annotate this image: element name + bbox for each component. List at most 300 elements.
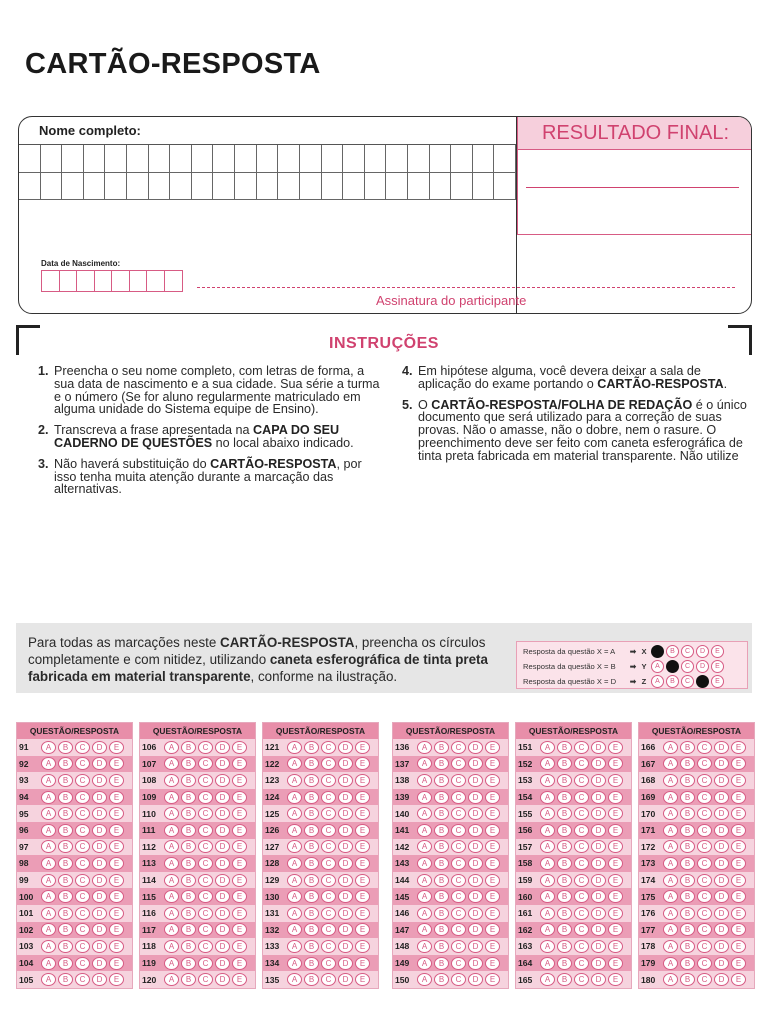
- dob-cell[interactable]: [147, 271, 165, 291]
- answer-bubble-a[interactable]: A: [287, 824, 302, 837]
- answer-bubble-b[interactable]: B: [557, 923, 572, 936]
- answer-bubble-c[interactable]: C: [321, 741, 336, 754]
- answer-bubble-a[interactable]: A: [540, 957, 555, 970]
- answer-bubble-b[interactable]: B: [557, 940, 572, 953]
- answer-bubble-d[interactable]: D: [468, 973, 483, 986]
- answer-bubble-d[interactable]: D: [714, 741, 729, 754]
- answer-bubble-b[interactable]: B: [680, 890, 695, 903]
- answer-bubble-e[interactable]: E: [485, 807, 500, 820]
- answer-bubble-c[interactable]: C: [574, 807, 589, 820]
- answer-bubble-c[interactable]: C: [321, 791, 336, 804]
- answer-bubble-b[interactable]: B: [304, 757, 319, 770]
- answer-bubble-b[interactable]: B: [434, 957, 449, 970]
- answer-bubble-a[interactable]: A: [417, 741, 432, 754]
- name-cell[interactable]: [494, 145, 516, 173]
- answer-bubble-c[interactable]: C: [321, 940, 336, 953]
- answer-bubble-e[interactable]: E: [731, 757, 746, 770]
- answer-bubble-a[interactable]: A: [41, 923, 56, 936]
- answer-bubble-a[interactable]: A: [164, 791, 179, 804]
- answer-bubble-a[interactable]: A: [663, 857, 678, 870]
- answer-bubble-b[interactable]: B: [680, 774, 695, 787]
- answer-bubble-e[interactable]: E: [355, 807, 370, 820]
- answer-bubble-b[interactable]: B: [557, 840, 572, 853]
- answer-bubble-a[interactable]: A: [41, 824, 56, 837]
- answer-bubble-e[interactable]: E: [232, 840, 247, 853]
- answer-bubble-a[interactable]: A: [663, 824, 678, 837]
- answer-bubble-b[interactable]: B: [434, 807, 449, 820]
- answer-bubble-e[interactable]: E: [232, 757, 247, 770]
- answer-bubble-e[interactable]: E: [608, 757, 623, 770]
- answer-bubble-c[interactable]: C: [321, 857, 336, 870]
- answer-bubble-d[interactable]: D: [215, 907, 230, 920]
- answer-bubble-d[interactable]: D: [215, 757, 230, 770]
- answer-bubble-b[interactable]: B: [181, 741, 196, 754]
- answer-bubble-b[interactable]: B: [58, 940, 73, 953]
- answer-bubble-c[interactable]: C: [574, 957, 589, 970]
- answer-bubble-b[interactable]: B: [181, 923, 196, 936]
- answer-bubble-c[interactable]: C: [198, 807, 213, 820]
- answer-bubble-e[interactable]: E: [232, 890, 247, 903]
- answer-bubble-e[interactable]: E: [731, 857, 746, 870]
- answer-bubble-e[interactable]: E: [731, 957, 746, 970]
- answer-bubble-b[interactable]: B: [680, 757, 695, 770]
- answer-bubble-c[interactable]: C: [451, 824, 466, 837]
- answer-bubble-a[interactable]: A: [287, 890, 302, 903]
- answer-bubble-c[interactable]: C: [697, 774, 712, 787]
- answer-bubble-b[interactable]: B: [58, 874, 73, 887]
- answer-bubble-d[interactable]: D: [591, 874, 606, 887]
- answer-bubble-a[interactable]: A: [164, 923, 179, 936]
- answer-bubble-c[interactable]: C: [451, 757, 466, 770]
- answer-bubble-a[interactable]: A: [164, 757, 179, 770]
- answer-bubble-e[interactable]: E: [109, 957, 124, 970]
- answer-bubble-b[interactable]: B: [304, 807, 319, 820]
- answer-bubble-e[interactable]: E: [109, 807, 124, 820]
- name-cell[interactable]: [192, 145, 214, 173]
- answer-bubble-a[interactable]: A: [540, 824, 555, 837]
- answer-bubble-a[interactable]: A: [663, 840, 678, 853]
- answer-bubble-a[interactable]: A: [41, 840, 56, 853]
- answer-bubble-d[interactable]: D: [468, 957, 483, 970]
- answer-bubble-d[interactable]: D: [714, 791, 729, 804]
- answer-bubble-d[interactable]: D: [338, 840, 353, 853]
- answer-bubble-d[interactable]: D: [338, 741, 353, 754]
- answer-bubble-e[interactable]: E: [731, 807, 746, 820]
- answer-bubble-c[interactable]: C: [697, 824, 712, 837]
- dob-cell[interactable]: [60, 271, 78, 291]
- answer-bubble-a[interactable]: A: [41, 807, 56, 820]
- name-cell[interactable]: [430, 145, 452, 173]
- answer-bubble-c[interactable]: C: [75, 940, 90, 953]
- answer-bubble-c[interactable]: C: [451, 741, 466, 754]
- answer-bubble-e[interactable]: E: [355, 840, 370, 853]
- answer-bubble-c[interactable]: C: [574, 973, 589, 986]
- name-cell[interactable]: [19, 145, 41, 173]
- name-cell[interactable]: [105, 145, 127, 173]
- answer-bubble-d[interactable]: D: [591, 940, 606, 953]
- answer-bubble-a[interactable]: A: [663, 874, 678, 887]
- answer-bubble-e[interactable]: E: [355, 874, 370, 887]
- answer-bubble-e[interactable]: E: [731, 907, 746, 920]
- answer-bubble-e[interactable]: E: [355, 857, 370, 870]
- answer-bubble-e[interactable]: E: [485, 957, 500, 970]
- answer-bubble-e[interactable]: E: [731, 923, 746, 936]
- answer-bubble-c[interactable]: C: [198, 957, 213, 970]
- answer-bubble-a[interactable]: A: [663, 757, 678, 770]
- answer-bubble-a[interactable]: A: [417, 840, 432, 853]
- answer-bubble-d[interactable]: D: [468, 840, 483, 853]
- answer-bubble-b[interactable]: B: [181, 857, 196, 870]
- answer-bubble-d[interactable]: D: [468, 923, 483, 936]
- answer-bubble-c[interactable]: C: [198, 973, 213, 986]
- answer-bubble-d[interactable]: D: [591, 840, 606, 853]
- answer-bubble-e[interactable]: E: [731, 840, 746, 853]
- answer-bubble-b[interactable]: B: [680, 791, 695, 804]
- answer-bubble-c[interactable]: C: [697, 907, 712, 920]
- answer-bubble-c[interactable]: C: [697, 807, 712, 820]
- answer-bubble-a[interactable]: A: [540, 774, 555, 787]
- answer-bubble-b[interactable]: B: [181, 940, 196, 953]
- answer-bubble-a[interactable]: A: [287, 807, 302, 820]
- answer-bubble-e[interactable]: E: [485, 824, 500, 837]
- answer-bubble-b[interactable]: B: [680, 940, 695, 953]
- answer-bubble-e[interactable]: E: [109, 774, 124, 787]
- answer-bubble-e[interactable]: E: [109, 973, 124, 986]
- answer-bubble-d[interactable]: D: [714, 907, 729, 920]
- answer-bubble-c[interactable]: C: [451, 923, 466, 936]
- answer-bubble-b[interactable]: B: [181, 973, 196, 986]
- answer-bubble-a[interactable]: A: [663, 807, 678, 820]
- answer-bubble-d[interactable]: D: [215, 791, 230, 804]
- answer-bubble-d[interactable]: D: [468, 824, 483, 837]
- name-cell[interactable]: [62, 173, 84, 201]
- answer-bubble-d[interactable]: D: [338, 940, 353, 953]
- answer-bubble-b[interactable]: B: [434, 840, 449, 853]
- answer-bubble-c[interactable]: C: [574, 940, 589, 953]
- answer-bubble-b[interactable]: B: [557, 890, 572, 903]
- answer-bubble-b[interactable]: B: [304, 923, 319, 936]
- answer-bubble-d[interactable]: D: [92, 824, 107, 837]
- answer-bubble-b[interactable]: B: [434, 857, 449, 870]
- answer-bubble-a[interactable]: A: [287, 774, 302, 787]
- answer-bubble-e[interactable]: E: [731, 824, 746, 837]
- answer-bubble-e[interactable]: E: [485, 973, 500, 986]
- answer-bubble-d[interactable]: D: [714, 857, 729, 870]
- answer-bubble-e[interactable]: E: [608, 957, 623, 970]
- answer-bubble-a[interactable]: A: [41, 890, 56, 903]
- answer-bubble-a[interactable]: A: [287, 907, 302, 920]
- answer-bubble-e[interactable]: E: [608, 973, 623, 986]
- answer-bubble-b[interactable]: B: [181, 840, 196, 853]
- answer-bubble-d[interactable]: D: [714, 840, 729, 853]
- answer-bubble-b[interactable]: B: [680, 923, 695, 936]
- answer-bubble-c[interactable]: C: [574, 874, 589, 887]
- answer-bubble-d[interactable]: D: [468, 874, 483, 887]
- answer-bubble-b[interactable]: B: [680, 807, 695, 820]
- answer-bubble-e[interactable]: E: [109, 824, 124, 837]
- answer-bubble-c[interactable]: C: [75, 824, 90, 837]
- answer-bubble-e[interactable]: E: [608, 791, 623, 804]
- answer-bubble-d[interactable]: D: [468, 741, 483, 754]
- answer-bubble-b[interactable]: B: [304, 973, 319, 986]
- answer-bubble-c[interactable]: C: [697, 957, 712, 970]
- answer-bubble-c[interactable]: C: [75, 857, 90, 870]
- answer-bubble-e[interactable]: E: [731, 890, 746, 903]
- answer-bubble-c[interactable]: C: [574, 824, 589, 837]
- answer-bubble-d[interactable]: D: [215, 824, 230, 837]
- answer-bubble-b[interactable]: B: [434, 874, 449, 887]
- answer-bubble-c[interactable]: C: [198, 874, 213, 887]
- answer-bubble-b[interactable]: B: [58, 923, 73, 936]
- answer-bubble-d[interactable]: D: [338, 807, 353, 820]
- answer-bubble-d[interactable]: D: [92, 840, 107, 853]
- answer-bubble-d[interactable]: D: [714, 807, 729, 820]
- answer-bubble-e[interactable]: E: [355, 940, 370, 953]
- answer-bubble-d[interactable]: D: [338, 957, 353, 970]
- answer-bubble-c[interactable]: C: [697, 874, 712, 887]
- answer-bubble-d[interactable]: D: [591, 757, 606, 770]
- name-cell[interactable]: [322, 145, 344, 173]
- name-cell[interactable]: [430, 173, 452, 201]
- answer-bubble-d[interactable]: D: [338, 874, 353, 887]
- answer-bubble-b[interactable]: B: [680, 741, 695, 754]
- answer-bubble-d[interactable]: D: [215, 973, 230, 986]
- dob-cell[interactable]: [95, 271, 113, 291]
- answer-bubble-e[interactable]: E: [232, 791, 247, 804]
- answer-bubble-a[interactable]: A: [663, 741, 678, 754]
- answer-bubble-a[interactable]: A: [164, 874, 179, 887]
- answer-bubble-c[interactable]: C: [75, 807, 90, 820]
- answer-bubble-b[interactable]: B: [181, 907, 196, 920]
- answer-bubble-c[interactable]: C: [451, 973, 466, 986]
- answer-bubble-c[interactable]: C: [451, 807, 466, 820]
- answer-bubble-a[interactable]: A: [41, 791, 56, 804]
- answer-bubble-a[interactable]: A: [540, 807, 555, 820]
- answer-bubble-d[interactable]: D: [338, 774, 353, 787]
- answer-bubble-d[interactable]: D: [215, 874, 230, 887]
- answer-bubble-b[interactable]: B: [304, 957, 319, 970]
- answer-bubble-b[interactable]: B: [434, 940, 449, 953]
- name-cell[interactable]: [170, 173, 192, 201]
- answer-bubble-b[interactable]: B: [58, 857, 73, 870]
- answer-bubble-c[interactable]: C: [697, 757, 712, 770]
- answer-bubble-b[interactable]: B: [181, 774, 196, 787]
- answer-bubble-c[interactable]: C: [697, 973, 712, 986]
- answer-bubble-b[interactable]: B: [557, 973, 572, 986]
- answer-bubble-c[interactable]: C: [198, 757, 213, 770]
- answer-bubble-e[interactable]: E: [485, 741, 500, 754]
- answer-bubble-e[interactable]: E: [355, 791, 370, 804]
- answer-bubble-e[interactable]: E: [355, 757, 370, 770]
- answer-bubble-c[interactable]: C: [697, 741, 712, 754]
- answer-bubble-a[interactable]: A: [540, 923, 555, 936]
- answer-bubble-d[interactable]: D: [591, 957, 606, 970]
- answer-bubble-a[interactable]: A: [41, 757, 56, 770]
- answer-bubble-d[interactable]: D: [92, 957, 107, 970]
- answer-bubble-e[interactable]: E: [109, 840, 124, 853]
- answer-bubble-a[interactable]: A: [164, 824, 179, 837]
- answer-bubble-b[interactable]: B: [304, 890, 319, 903]
- answer-bubble-c[interactable]: C: [697, 923, 712, 936]
- answer-bubble-a[interactable]: A: [164, 857, 179, 870]
- answer-bubble-d[interactable]: D: [591, 907, 606, 920]
- answer-bubble-e[interactable]: E: [232, 907, 247, 920]
- answer-bubble-a[interactable]: A: [540, 857, 555, 870]
- answer-bubble-e[interactable]: E: [485, 774, 500, 787]
- answer-bubble-b[interactable]: B: [304, 857, 319, 870]
- answer-bubble-c[interactable]: C: [574, 857, 589, 870]
- name-cell[interactable]: [365, 145, 387, 173]
- answer-bubble-a[interactable]: A: [164, 973, 179, 986]
- answer-bubble-e[interactable]: E: [355, 774, 370, 787]
- answer-bubble-b[interactable]: B: [304, 907, 319, 920]
- answer-bubble-d[interactable]: D: [591, 791, 606, 804]
- answer-bubble-d[interactable]: D: [714, 774, 729, 787]
- answer-bubble-c[interactable]: C: [451, 791, 466, 804]
- answer-bubble-d[interactable]: D: [92, 940, 107, 953]
- answer-bubble-d[interactable]: D: [591, 923, 606, 936]
- answer-bubble-e[interactable]: E: [485, 940, 500, 953]
- answer-bubble-d[interactable]: D: [92, 890, 107, 903]
- name-cell[interactable]: [408, 173, 430, 201]
- answer-bubble-c[interactable]: C: [451, 907, 466, 920]
- answer-bubble-d[interactable]: D: [468, 807, 483, 820]
- name-cell[interactable]: [257, 145, 279, 173]
- answer-bubble-e[interactable]: E: [608, 840, 623, 853]
- answer-bubble-d[interactable]: D: [714, 824, 729, 837]
- answer-bubble-d[interactable]: D: [591, 741, 606, 754]
- name-cell[interactable]: [365, 173, 387, 201]
- answer-bubble-c[interactable]: C: [75, 840, 90, 853]
- name-cell[interactable]: [84, 145, 106, 173]
- answer-bubble-e[interactable]: E: [485, 757, 500, 770]
- answer-bubble-b[interactable]: B: [58, 824, 73, 837]
- answer-bubble-c[interactable]: C: [321, 757, 336, 770]
- answer-bubble-e[interactable]: E: [355, 923, 370, 936]
- answer-bubble-a[interactable]: A: [417, 923, 432, 936]
- answer-bubble-a[interactable]: A: [287, 741, 302, 754]
- answer-bubble-c[interactable]: C: [451, 774, 466, 787]
- answer-bubble-e[interactable]: E: [232, 774, 247, 787]
- answer-bubble-c[interactable]: C: [198, 857, 213, 870]
- answer-bubble-b[interactable]: B: [58, 957, 73, 970]
- name-cell[interactable]: [41, 173, 63, 201]
- answer-bubble-c[interactable]: C: [321, 923, 336, 936]
- answer-bubble-e[interactable]: E: [109, 757, 124, 770]
- answer-bubble-b[interactable]: B: [680, 907, 695, 920]
- answer-bubble-b[interactable]: B: [58, 890, 73, 903]
- name-cell[interactable]: [235, 173, 257, 201]
- answer-bubble-d[interactable]: D: [468, 890, 483, 903]
- answer-bubble-a[interactable]: A: [540, 840, 555, 853]
- name-cell[interactable]: [408, 145, 430, 173]
- answer-bubble-e[interactable]: E: [109, 874, 124, 887]
- answer-bubble-b[interactable]: B: [557, 774, 572, 787]
- answer-bubble-c[interactable]: C: [321, 807, 336, 820]
- dob-cell[interactable]: [130, 271, 148, 291]
- answer-bubble-d[interactable]: D: [215, 741, 230, 754]
- name-cell[interactable]: [278, 145, 300, 173]
- dob-cell[interactable]: [112, 271, 130, 291]
- answer-bubble-b[interactable]: B: [557, 741, 572, 754]
- answer-bubble-c[interactable]: C: [321, 890, 336, 903]
- answer-bubble-e[interactable]: E: [608, 857, 623, 870]
- answer-bubble-d[interactable]: D: [92, 923, 107, 936]
- answer-bubble-e[interactable]: E: [608, 890, 623, 903]
- answer-bubble-b[interactable]: B: [304, 840, 319, 853]
- answer-bubble-a[interactable]: A: [287, 791, 302, 804]
- answer-bubble-b[interactable]: B: [181, 791, 196, 804]
- answer-bubble-c[interactable]: C: [75, 791, 90, 804]
- answer-bubble-e[interactable]: E: [109, 890, 124, 903]
- name-cell[interactable]: [192, 173, 214, 201]
- answer-bubble-e[interactable]: E: [485, 923, 500, 936]
- answer-bubble-b[interactable]: B: [181, 874, 196, 887]
- answer-bubble-a[interactable]: A: [41, 957, 56, 970]
- answer-bubble-d[interactable]: D: [92, 741, 107, 754]
- answer-bubble-a[interactable]: A: [41, 741, 56, 754]
- answer-bubble-b[interactable]: B: [181, 757, 196, 770]
- answer-bubble-e[interactable]: E: [608, 824, 623, 837]
- answer-bubble-d[interactable]: D: [338, 907, 353, 920]
- answer-bubble-b[interactable]: B: [181, 807, 196, 820]
- answer-bubble-d[interactable]: D: [468, 774, 483, 787]
- answer-bubble-c[interactable]: C: [75, 874, 90, 887]
- answer-bubble-e[interactable]: E: [232, 940, 247, 953]
- answer-bubble-a[interactable]: A: [417, 857, 432, 870]
- answer-bubble-a[interactable]: A: [663, 774, 678, 787]
- answer-bubble-c[interactable]: C: [75, 923, 90, 936]
- answer-bubble-e[interactable]: E: [109, 741, 124, 754]
- answer-bubble-b[interactable]: B: [434, 741, 449, 754]
- answer-bubble-d[interactable]: D: [591, 807, 606, 820]
- answer-bubble-e[interactable]: E: [109, 940, 124, 953]
- answer-bubble-e[interactable]: E: [731, 741, 746, 754]
- answer-bubble-a[interactable]: A: [164, 957, 179, 970]
- answer-bubble-c[interactable]: C: [198, 923, 213, 936]
- answer-bubble-a[interactable]: A: [417, 824, 432, 837]
- answer-bubble-d[interactable]: D: [591, 774, 606, 787]
- answer-bubble-d[interactable]: D: [92, 857, 107, 870]
- answer-bubble-b[interactable]: B: [58, 774, 73, 787]
- answer-bubble-c[interactable]: C: [198, 907, 213, 920]
- answer-bubble-a[interactable]: A: [540, 791, 555, 804]
- answer-bubble-e[interactable]: E: [109, 857, 124, 870]
- answer-bubble-e[interactable]: E: [485, 890, 500, 903]
- answer-bubble-a[interactable]: A: [663, 791, 678, 804]
- answer-bubble-c[interactable]: C: [75, 957, 90, 970]
- answer-bubble-a[interactable]: A: [287, 957, 302, 970]
- name-cell[interactable]: [386, 173, 408, 201]
- name-cell[interactable]: [105, 173, 127, 201]
- answer-bubble-a[interactable]: A: [41, 907, 56, 920]
- answer-bubble-c[interactable]: C: [451, 874, 466, 887]
- answer-bubble-b[interactable]: B: [434, 791, 449, 804]
- answer-bubble-d[interactable]: D: [338, 757, 353, 770]
- answer-bubble-d[interactable]: D: [714, 973, 729, 986]
- answer-bubble-b[interactable]: B: [434, 973, 449, 986]
- signature-line[interactable]: [197, 287, 735, 288]
- answer-bubble-a[interactable]: A: [540, 757, 555, 770]
- answer-bubble-b[interactable]: B: [181, 957, 196, 970]
- answer-bubble-a[interactable]: A: [417, 957, 432, 970]
- answer-bubble-e[interactable]: E: [485, 874, 500, 887]
- answer-bubble-b[interactable]: B: [557, 807, 572, 820]
- answer-bubble-a[interactable]: A: [164, 741, 179, 754]
- name-cell[interactable]: [84, 173, 106, 201]
- answer-bubble-d[interactable]: D: [92, 791, 107, 804]
- answer-bubble-e[interactable]: E: [608, 940, 623, 953]
